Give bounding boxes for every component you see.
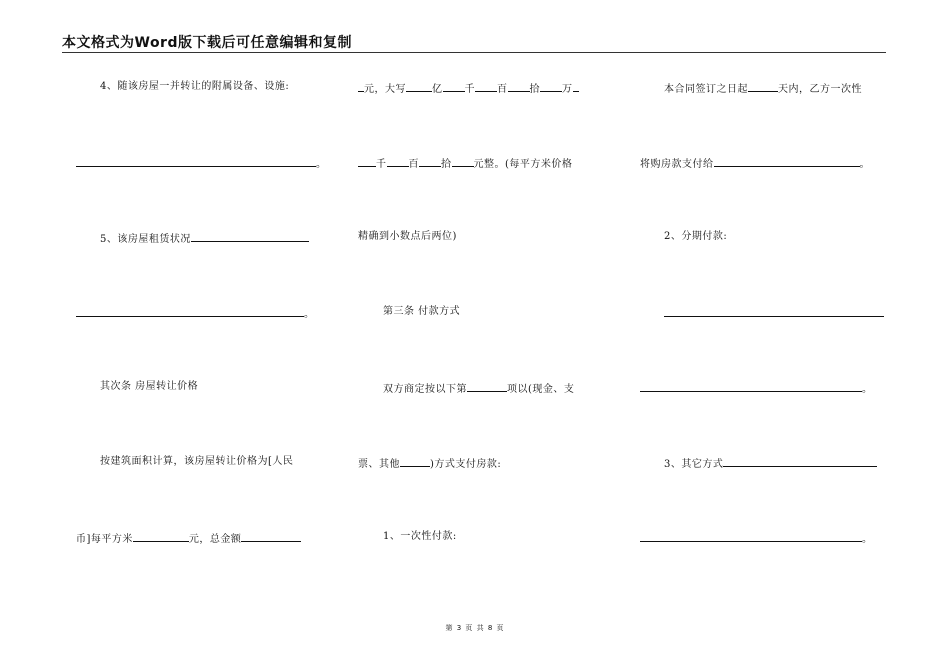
blank-line [191, 231, 309, 242]
blank-line [664, 306, 884, 317]
blank-line [540, 81, 562, 92]
text-span: 。 [862, 384, 873, 395]
text-span: 精确到小数点后两位) [358, 231, 457, 242]
text-span: 。 [859, 159, 870, 170]
text-span: 将购房款支付给 [640, 159, 714, 170]
column-left [0, 0, 330, 640]
blank-line [76, 306, 304, 317]
blank-line [475, 81, 497, 92]
blank-line [452, 156, 474, 167]
text-line [358, 156, 572, 171]
text-line [640, 531, 873, 546]
text-span: 百 [497, 84, 508, 95]
blank-line [443, 81, 465, 92]
text-line [383, 381, 574, 396]
text-span: 千 [376, 159, 387, 170]
text-line [358, 81, 579, 96]
blank-line [133, 531, 189, 542]
section-heading: 其次条 房屋转让价格 [100, 381, 199, 392]
text-span: 3、其它方式 [664, 459, 724, 470]
blank-line [467, 381, 507, 392]
text-span: 百 [408, 159, 419, 170]
text-line [664, 81, 862, 96]
blank-line [76, 156, 316, 167]
text-line [100, 231, 309, 246]
text-span: 亿 [432, 84, 443, 95]
text-line [640, 381, 873, 396]
blank-line [723, 456, 877, 467]
column-middle [330, 0, 630, 640]
page-number: 第 3 页 共 8 页 [445, 624, 505, 632]
blank-line [714, 156, 860, 167]
text-line [640, 156, 870, 171]
text-line [664, 306, 884, 321]
text-span: 拾 [529, 84, 540, 95]
text-line [358, 231, 457, 243]
text-span: 币]每平方米 [76, 534, 133, 545]
text-line [358, 456, 501, 471]
text-span: 。 [862, 534, 873, 545]
text-line [76, 531, 301, 546]
text-span: 按建筑面积计算，该房屋转让价格为[人民 [100, 456, 294, 467]
text-span: 项以(现金、支 [507, 384, 575, 395]
text-line [76, 306, 315, 321]
text-span: 万 [562, 84, 573, 95]
text-span: 元，总金额 [188, 534, 242, 545]
section-heading: 第三条 付款方式 [383, 306, 461, 317]
blank-line [640, 381, 862, 392]
blank-line [508, 81, 530, 92]
blank-line [573, 81, 579, 92]
blank-line [640, 531, 862, 542]
blank-line [358, 156, 376, 167]
text-line [664, 231, 727, 243]
text-span: )方式支付房款: [430, 459, 502, 470]
text-span: 双方商定按以下第 [383, 384, 467, 395]
text-line [664, 456, 877, 471]
text-line [383, 306, 460, 318]
text-line [100, 456, 293, 468]
text-span: 元整。(每平方米价格 [473, 159, 573, 170]
blank-line [400, 456, 430, 467]
text-span: 票、其他 [358, 459, 400, 470]
text-span: 5、该房屋租赁状况 [100, 234, 191, 245]
text-line [100, 81, 289, 93]
text-span: 1、一次性付款: [383, 531, 457, 542]
text-span: 拾 [441, 159, 452, 170]
text-span: 本合同签订之日起 [664, 84, 748, 95]
text-line [76, 156, 327, 171]
column-right [630, 0, 950, 640]
blank-line [387, 156, 409, 167]
text-span: 元，大写 [364, 84, 406, 95]
text-span: 千 [464, 84, 475, 95]
text-span: 2、分期付款: [664, 231, 728, 242]
blank-line [406, 81, 432, 92]
document-header: 本文格式为Word版下载后可任意编辑和复制 [62, 35, 352, 51]
blank-line [419, 156, 441, 167]
blank-line [241, 531, 301, 542]
text-span: 。 [316, 159, 327, 170]
text-span: 。 [304, 309, 315, 320]
blank-line [748, 81, 778, 92]
text-span: 天内，乙方一次性 [778, 84, 862, 95]
text-span: 4、随该房屋一并转让的附属设备、设施: [100, 81, 290, 92]
text-line [100, 381, 198, 393]
text-line [383, 531, 457, 543]
